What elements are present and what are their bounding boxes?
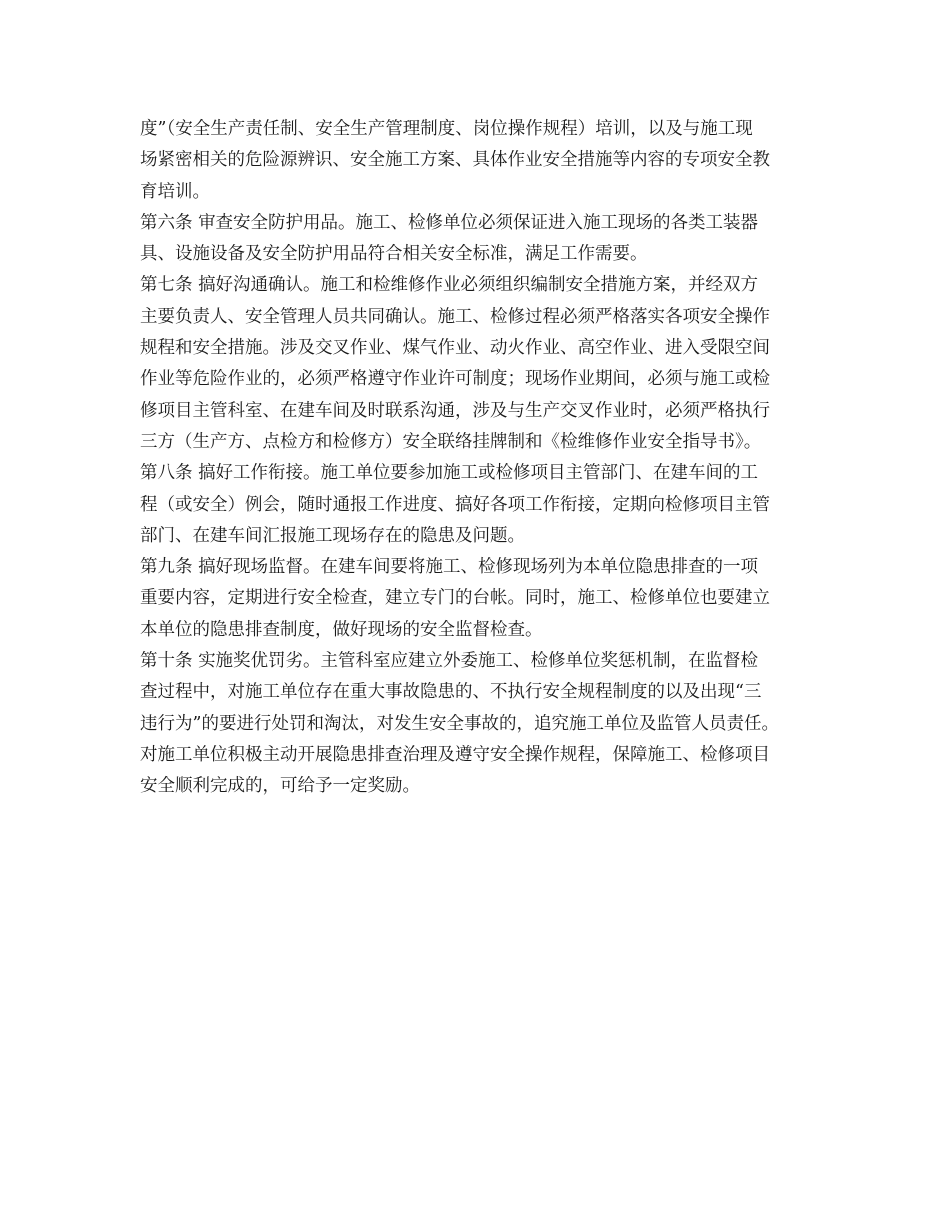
paragraph-article-7 bbox=[140, 270, 812, 458]
text-line: 度”（安全生产责任制、安全生产管理制度、岗位操作规程）培训，以及与施工现 bbox=[140, 119, 753, 139]
paragraph-article-6 bbox=[140, 208, 812, 271]
text-line: 作业等危险作业的，必须严格遵守作业许可制度；现场作业期间，必须与施工或检 bbox=[140, 369, 770, 390]
text-line: 第七条 搞好沟通确认。施工和检维修作业必须组织编制安全措施方案，并经双方 bbox=[140, 275, 759, 296]
paragraph-article-8 bbox=[140, 458, 812, 552]
text-line: 第八条 搞好工作衔接。施工单位要参加施工或检修项目主管部门、在建车间的工 bbox=[140, 463, 759, 484]
text-line: 主要负责人、安全管理人员共同确认。施工、检修过程必须严格落实各项安全操作 bbox=[140, 306, 770, 327]
text-line: 安全顺利完成的，可给予一定奖励。 bbox=[140, 776, 420, 797]
text-line: 规程和安全措施。涉及交叉作业、煤气作业、动火作业、高空作业、进入受限空间 bbox=[140, 338, 770, 359]
text-line: 具、设施设备及安全防护用品符合相关安全标准，满足工作需要。 bbox=[140, 244, 648, 265]
paragraph-article-9 bbox=[140, 552, 812, 646]
text-line: 重要内容，定期进行安全检查，建立专门的台帐。同时，施工、检修单位也要建立 bbox=[140, 588, 770, 609]
text-line: 部门、在建车间汇报施工现场存在的隐患及问题。 bbox=[140, 525, 525, 546]
text-line: 三方（生产方、点检方和检修方）安全联络挂牌制和《检维修作业安全指导书》。 bbox=[140, 431, 762, 452]
text-line: 场紧密相关的危险源辨识、安全施工方案、具体作业安全措施等内容的专项安全教 bbox=[140, 150, 770, 171]
text-line: 修项目主管科室、在建车间及时联系沟通，涉及与生产交叉作业时，必须严格执行 bbox=[140, 400, 770, 421]
document-body bbox=[140, 114, 812, 803]
text-line: 第六条 审查安全防护用品。施工、检修单位必须保证进入施工现场的各类工装器 bbox=[140, 212, 759, 233]
text-line: 程（或安全）例会，随时通报工作进度、搞好各项工作衔接，定期向检修项目主管 bbox=[140, 494, 770, 515]
text-line: 本单位的隐患排查制度，做好现场的安全监督检查。 bbox=[140, 619, 543, 640]
text-line: 第九条 搞好现场监督。在建车间要将施工、检修现场列为本单位隐患排查的一项 bbox=[140, 557, 759, 578]
paragraph-training-continuation bbox=[140, 114, 812, 208]
text-line: 第十条 实施奖优罚劣。主管科室应建立外委施工、检修单位奖惩机制，在监督检 bbox=[140, 651, 759, 672]
text-line: 对施工单位积极主动开展隐患排查治理及遵守安全操作规程，保障施工、检修项目 bbox=[140, 744, 770, 765]
paragraph-article-10 bbox=[140, 646, 812, 802]
text-line: 查过程中，对施工单位存在重大事故隐患的、不执行安全规程制度的以及出现“三 bbox=[140, 682, 762, 703]
text-line: 育培训。 bbox=[140, 181, 210, 202]
text-line: 违行为”的要进行处罚和淘汰，对发生安全事故的，追究施工单位及监管人员责任。 bbox=[140, 713, 779, 734]
